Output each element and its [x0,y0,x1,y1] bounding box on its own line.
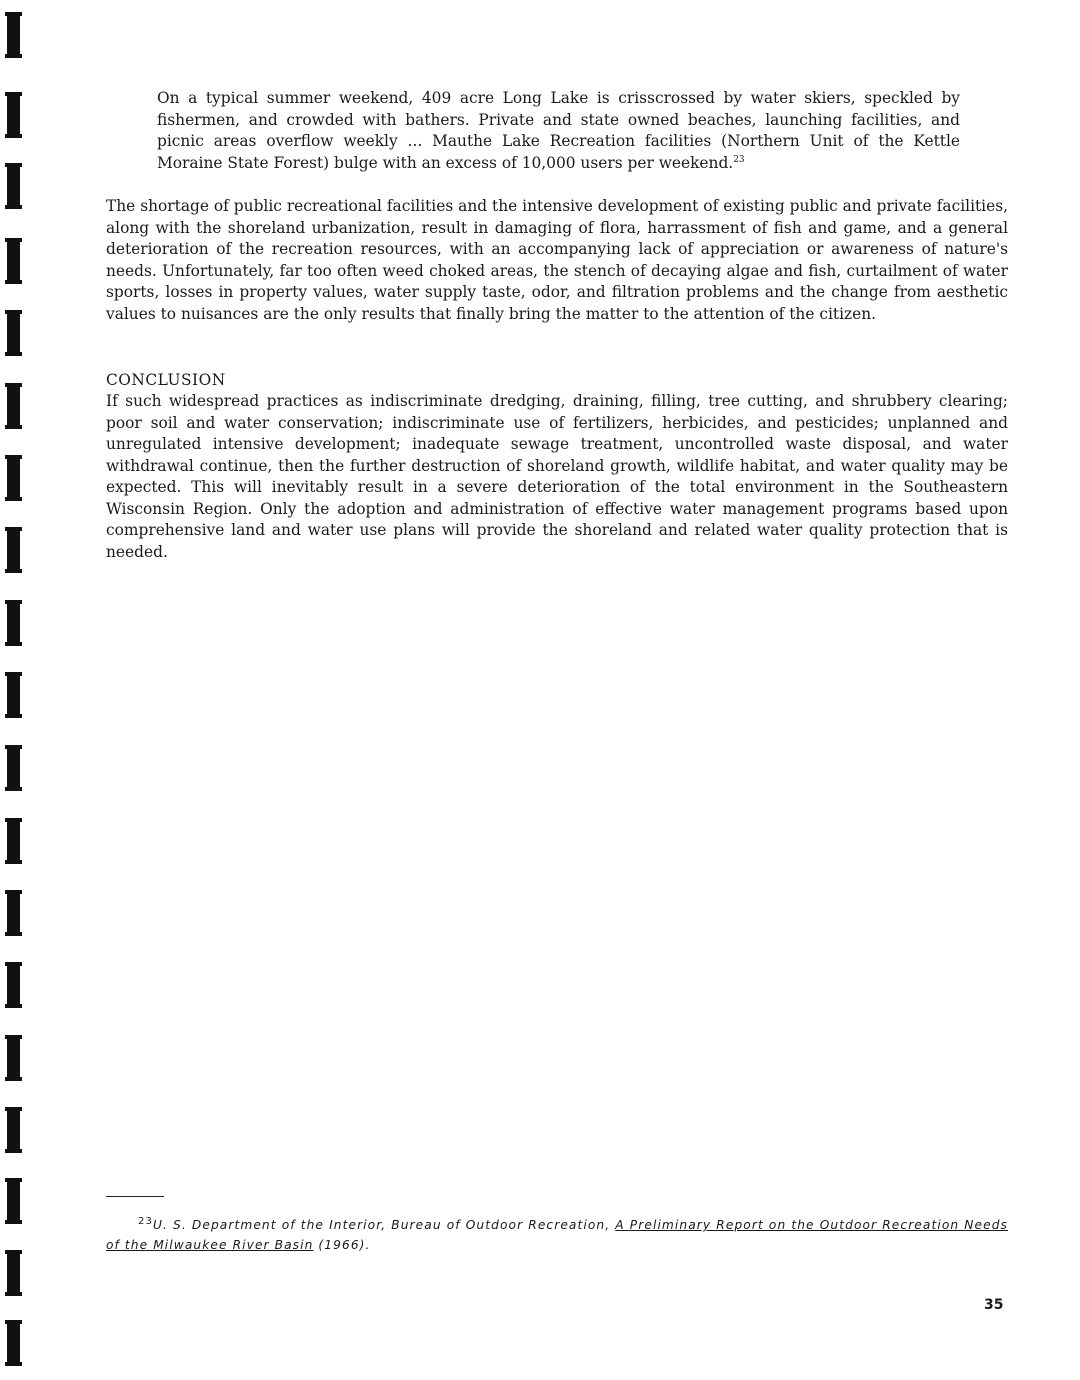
binding-hole [7,1178,20,1224]
quote-text: On a typical summer weekend, 409 acre Long Lake is crisscrossed by water skiers, speckled by fishermen, and crowded with bathers. Private and state owned beaches, launching facilities, and picnic areas overflow weekly ... Mauthe Lake Recreation facilities (Northern Unit of the Kettle Moraine State Forest) bulge with an excess of 10,000 users per weekend. [157,89,960,172]
binding-hole [7,383,20,429]
footnote-text: U. S. Department of the Interior, Bureau of Outdoor Recreation, [152,1218,611,1232]
binding-hole [7,163,20,209]
binding-hole [7,1250,20,1296]
page-number: 35 [984,1297,1004,1313]
footnote-year: (1966). [318,1238,371,1252]
binding-hole [7,818,20,864]
binding-hole [7,12,20,58]
body-paragraph: The shortage of public recreational facilities and the intensive development of existing public and private facilities, along with the shoreland urbanization, result in damaging of flora, harrassment of fish and game, and a general deterioration of the recreation resources, with an accompanying lack of appreciation or awareness of nature's needs. Unfortunately, far too often weed choked areas, the stench of decaying algae and fish, curtailment of water sports, losses in property values, water supply taste, odor, and filtration problems and the change from aesthetic values to nuisances are the only results that finally bring the matter to the attention of the citizen. [106,197,1008,323]
binding-hole [7,455,20,501]
binding-hole [7,92,20,138]
binding-hole [7,962,20,1008]
binding-hole [7,1035,20,1081]
footnote-number: 23 [138,1215,153,1227]
binding-hole [7,600,20,646]
footnote-reference: 23 [733,154,745,165]
binding-hole [7,1320,20,1366]
binding-hole [7,745,20,791]
footnote [106,1215,1008,1255]
binding-hole [7,527,20,573]
conclusion-paragraph: If such widespread practices as indiscriminate dredging, draining, filling, tree cutting, and shrubbery clearing; poor soil and water conservation; indiscriminate use of fertilizers, herbicides, and pesticides; unplanned and unregulated intensive development; inadequate sewage treatment, uncontrolled waste disposal, and water withdrawal continue, then the further destruction of shoreland growth, wildlife habitat, and water quality may be expected. This will inevitably result in a severe deterioration of the total environment in the Southeastern Wisconsin Region. Only the adoption and administration of effective water management programs based upon comprehensive land and water use plans will provide the shoreland and related water quality protection that is needed. [106,392,1008,561]
binding-hole [7,1107,20,1153]
binding-holes [7,0,21,1380]
binding-hole [7,238,20,284]
section-heading: CONCLUSION [106,371,226,389]
binding-hole [7,310,20,356]
block-quote [157,88,960,174]
footnote-title: A Preliminary Report on the Outdoor Recreation Needs of the Milwaukee River Basin [106,1218,1008,1252]
footnote-divider [106,1196,164,1197]
binding-hole [7,890,20,936]
binding-hole [7,672,20,718]
